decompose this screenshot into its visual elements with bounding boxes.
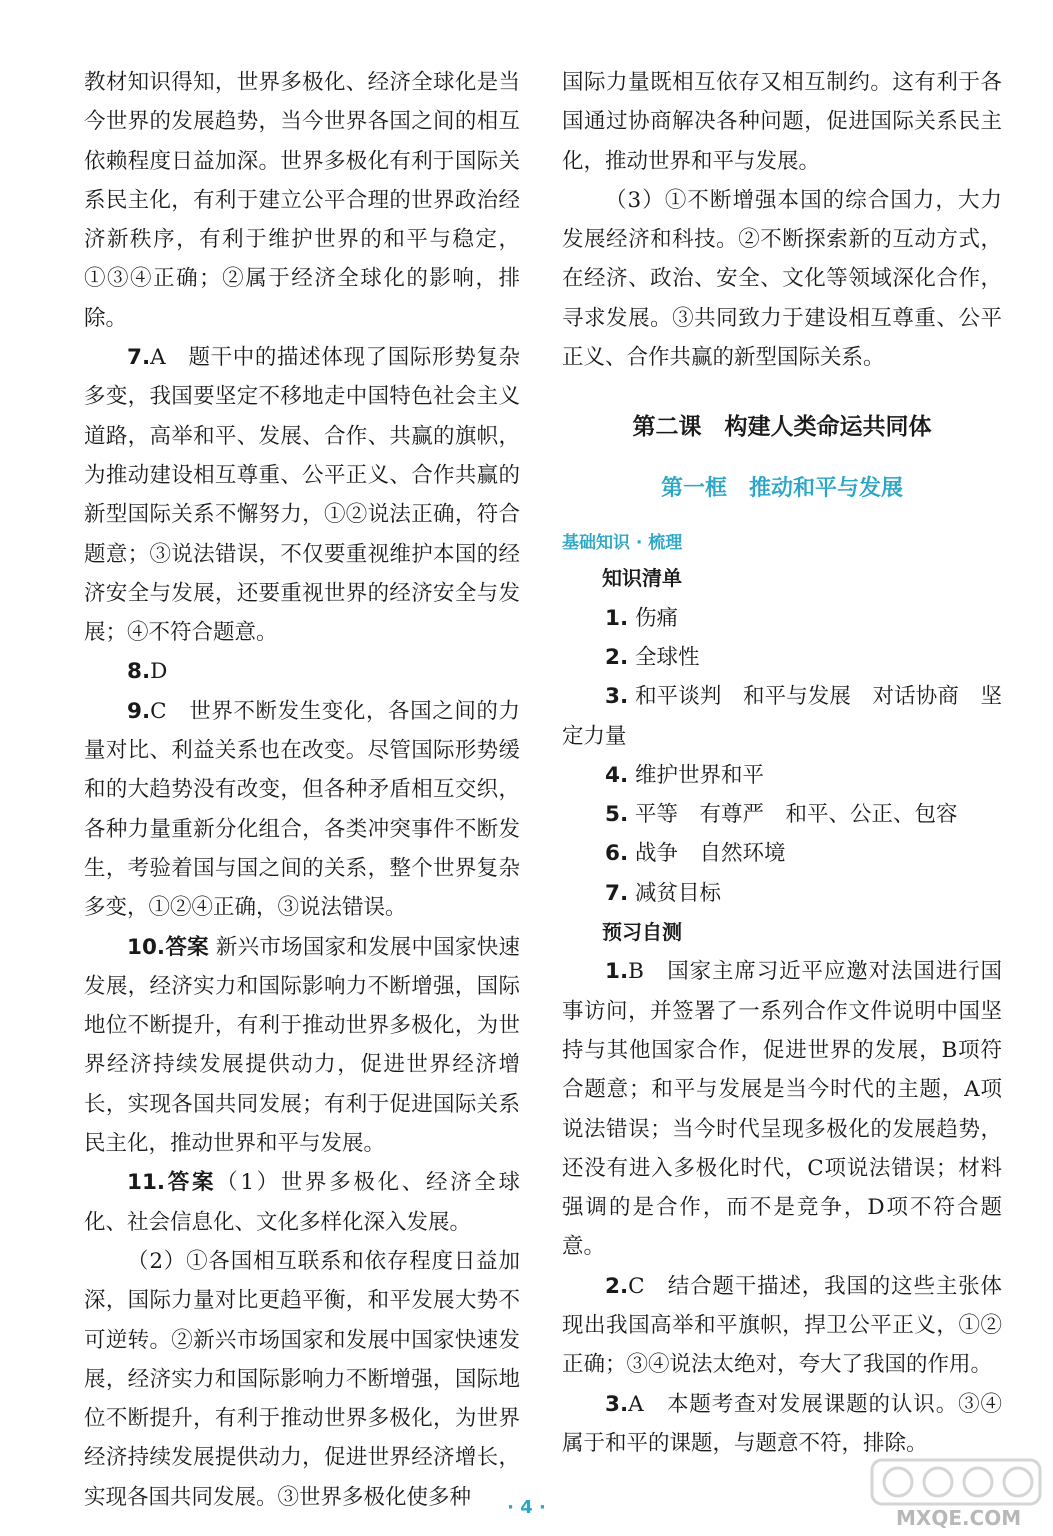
answer-7 (84, 338, 520, 652)
frame-title: 第一框 推动和平与发展 (660, 476, 903, 502)
checklist-text: 平等 有尊严 和平、公正、包容 (634, 802, 958, 828)
answer-8 (84, 652, 520, 691)
checklist-item (562, 638, 1002, 677)
answer-label: 答案 (165, 934, 209, 960)
checklist-text: 战争 自然环境 (634, 841, 786, 867)
checklist-title: 知识清单 (602, 566, 682, 591)
preview-answer-1 (562, 952, 1002, 1266)
section-title: 基础知识 · 梳理 (562, 533, 683, 554)
preview-answer-2 (562, 1267, 1002, 1385)
checklist-item (562, 874, 1002, 913)
checklist-item (562, 795, 1002, 834)
answer-text: A 本题考查对发展课题的认识。③④属于和平的课题，与题意不符，排除。 (562, 1391, 1002, 1456)
answer-9 (84, 692, 520, 928)
answer-text: B 国家主席习近平应邀对法国进行国事访问，并签署了一系列合作文件说明中国坚持与其他国家合作，促进世界的发展，B项符合题意；和平与发展是当今时代的主题，A项说法错误；当今时代呈现多极化的发展趋势，还没有进入多极化时代，C项说法错误；材料强调的是合作，而不是竞争，D项不符合题意。 (562, 959, 1002, 1260)
answer-text: C 结合题干描述，我国的这些主张体现出我国高举和平旗帜，捍卫公平正义，①②正确；③④说法太绝对，夸大了我国的作用。 (562, 1273, 1002, 1378)
checklist-text: 维护世界和平 (634, 762, 764, 788)
answer-number: 9. (127, 698, 151, 724)
answer-text: A 题干中的描述体现了国际形势复杂多变，我国要坚定不移地走中国特色社会主义道路，高举和平、发展、合作、共赢的旗帜，为推动建设相互尊重、公平正义、合作共赢的新型国际关系不懈努力，①②说法正确，符合题意；③说法错误，不仅要重视维护本国的经济安全与发展，还要重视世界的经济安全与发展；④不符合题意。 (84, 345, 520, 646)
checklist-text: 伤痛 (634, 605, 678, 631)
checklist-item (562, 677, 1002, 756)
checklist-item (562, 756, 1002, 795)
answer-number: 1. (605, 959, 629, 985)
checklist-text: 和平谈判 和平与发展 对话协商 坚定力量 (562, 684, 1002, 749)
answer-number: 8. (127, 659, 151, 685)
lesson-title: 第二课 构建人类命运共同体 (632, 414, 932, 441)
checklist (562, 599, 1002, 913)
preview-answer-3 (562, 1385, 1002, 1464)
checklist-text: 减贫目标 (634, 880, 721, 906)
checklist-number: 6. (605, 841, 629, 867)
answer-text: C 世界不断发生变化，各国之间的力量对比、利益关系也在改变。尽管国际形势缓和的大趋势没有改变，但各种矛盾相互交织，各种力量重新分化组合，各类冲突事件不断发生，考验着国与国之间的关系，整个世界复杂多变，①②④正确，③说法错误。 (84, 698, 520, 921)
preview-title: 预习自测 (602, 920, 682, 945)
checklist-item (562, 834, 1002, 873)
answer-text: 新兴市场国家和发展中国家快速发展，经济实力和国际影响力不断增强，国际地位不断提升，有利于推动世界多极化，为世界经济持续发展提供动力，促进世界经济增长，实现各国共同发展；有利于促进国际关系民主化，推动世界和平与发展。 (84, 934, 520, 1157)
page-number: · 4 · (507, 1497, 546, 1518)
paragraph-continued: 教材知识得知，世界多极化、经济全球化是当今世界的发展趋势，当今世界各国之间的相互依赖程度日益加深。世界多极化有利于国际关系民主化，有利于建立公平合理的世界政治经济新秩序，有利于维护世界的和平与稳定，①③④正确；②属于经济全球化的影响，排除。 (84, 70, 520, 331)
answer-11 (84, 1163, 520, 1242)
answer-number: 11. (127, 1170, 166, 1196)
checklist-number: 4. (605, 762, 629, 788)
checklist-number: 2. (605, 644, 629, 670)
checklist-number: 5. (605, 802, 629, 828)
left-column (84, 63, 520, 1517)
watermark-text: MXQE.COM (896, 1506, 1022, 1530)
right-column (562, 63, 1002, 1463)
answer-10 (84, 928, 520, 1164)
checklist-number: 3. (605, 684, 629, 710)
answer-label: 答案 (165, 1170, 217, 1196)
answer-text: D (150, 659, 168, 685)
paragraph-continued: 国际力量既相互依存又相互制约。这有利于各国通过协商解决各种问题，促进国际关系民主化，推动世界和平与发展。 (562, 70, 1002, 174)
checklist-number: 7. (605, 880, 629, 906)
checklist-text: 全球性 (634, 644, 700, 670)
answer-text: （1）世界多极化、经济全球化、社会信息化、文化多样化深入发展。 (84, 1170, 520, 1235)
answer-11-part-3: （3）①不断增强本国的综合国力，大力发展经济和科技。②不断探索新的互动方式，在经济、政治、安全、文化等领域深化合作，寻求发展。③共同致力于建设相互尊重、公平正义、合作共赢的新型国际关系。 (562, 187, 1002, 371)
answer-number: 3. (605, 1391, 629, 1417)
checklist-item (562, 599, 1002, 638)
answer-number: 10. (127, 934, 166, 960)
answer-11-part-2: （2）①各国相互联系和依存程度日益加深，国际力量对比更趋平衡，和平发展大势不可逆转。②新兴市场国家和发展中国家快速发展，经济实力和国际影响力不断增强，国际地位不断提升，有利于推动世界多极化，为世界经济持续发展提供动力，促进世界经济增长，实现各国共同发展。③世界多极化使多种 (84, 1248, 520, 1510)
answer-number: 2. (605, 1273, 629, 1299)
checklist-number: 1. (605, 605, 629, 631)
answer-number: 7. (127, 345, 151, 371)
